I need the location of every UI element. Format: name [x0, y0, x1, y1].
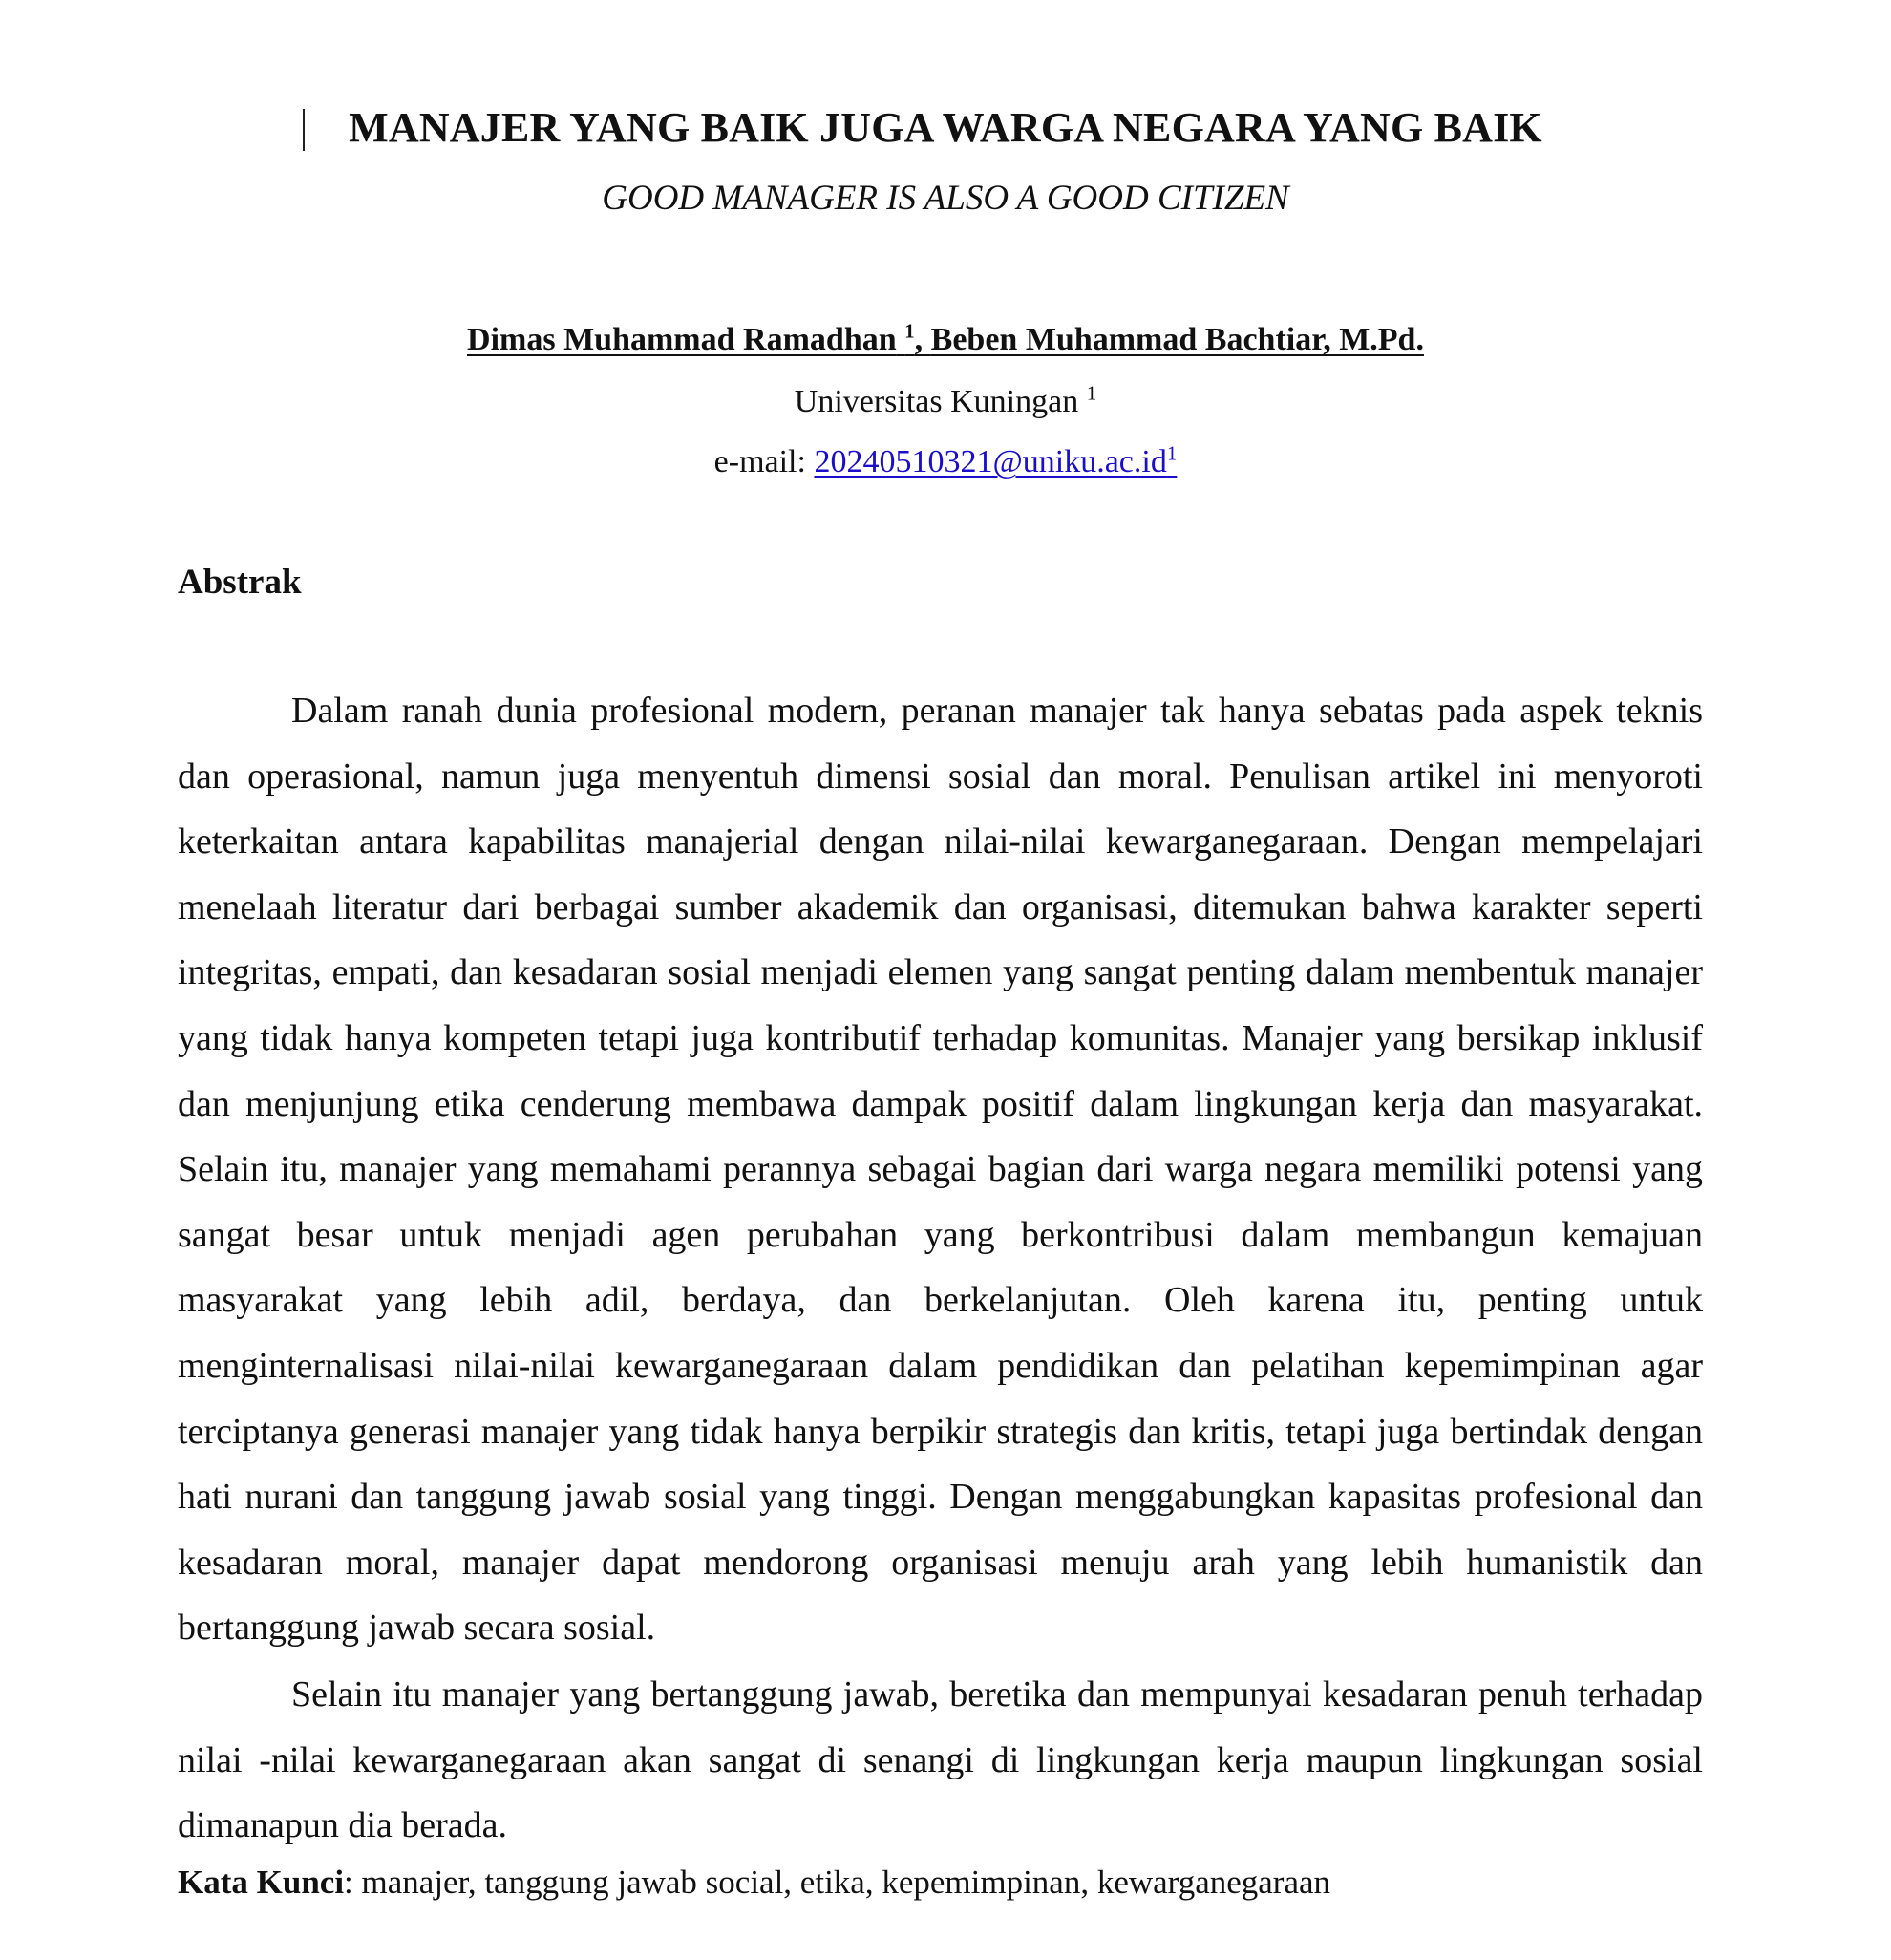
author-list: [467, 319, 1424, 357]
paper-title: MANAJER YANG BAIK JUGA WARGA NEGARA YANG BAIK: [349, 104, 1542, 151]
abstract-paragraph: Selain itu manajer yang bertanggung jawab, beretika dan mempunyai kesadaran penuh terhadap nilai -nilai kewarganegaraan akan sangat di senangi di lingkungan kerja maupun lingkungan sosial dimanapun dia berada.: [178, 1674, 1703, 1846]
author-line: [0, 317, 1891, 363]
first-author-affiliation-mark: 1: [904, 319, 915, 343]
keywords-separator: :: [344, 1864, 362, 1901]
affiliation-name: Universitas Kuningan: [794, 384, 1079, 419]
email-affiliation-mark: 1: [1166, 441, 1178, 465]
keywords-text: manajer, tanggung jawab social, etika, kepemimpinan, kewarganegaraan: [361, 1864, 1331, 1901]
abstract-heading: Abstrak: [178, 563, 302, 602]
keywords-line: [178, 1859, 1703, 1907]
email-link[interactable]: [814, 441, 1178, 479]
author-separator: ,: [914, 322, 931, 357]
contact-email-line: [0, 439, 1891, 485]
first-author: Dimas Muhammad Ramadhan: [467, 322, 897, 357]
second-author: Beben Muhammad Bachtiar, M.Pd.: [930, 322, 1424, 357]
affiliation-line: [0, 379, 1891, 425]
keywords-label: Kata Kunci: [178, 1864, 345, 1901]
email-address: 20240510321@uniku.ac.id: [814, 444, 1167, 479]
paper-subtitle-english: GOOD MANAGER IS ALSO A GOOD CITIZEN: [602, 179, 1289, 218]
abstract-paragraph: Dalam ranah dunia profesional modern, peranan manajer tak hanya sebatas pada aspek teknis dan operasional, namun juga menyentuh dimensi sosial dan moral. Penulisan artikel ini menyoroti keterkaitan antara kapabilitas manajerial dengan nilai-nilai kewarganegaraan. Dengan mempelajari menelaah literatur dari berbagai sumber akademik dan organisasi, ditemukan bahwa karakter seperti integritas, empati, dan kesadaran sosial menjadi elemen yang sangat penting dalam membentuk manajer yang tidak hanya kompeten tetapi juga kontributif terhadap komunitas. Manajer yang bersikap inklusif dan menjunjung etika cenderung membawa dampak positif dalam lingkungan kerja dan masyarakat. Selain itu, manajer yang memahami perannya sebagai bagian dari warga negara memiliki potensi yang sangat besar untuk menjadi agen perubahan yang berkontribusi dalam membangun kemajuan masyarakat yang lebih adil, berdaya, dan berkelanjutan. Oleh karena itu, penting untuk menginternalisasi nilai-nilai kewarganegaraan dalam pendidikan dan pelatihan kepemimpinan agar terciptanya generasi manajer yang tidak hanya berpikir strategis dan kritis, tetapi juga bertindak dengan hati nurani dan tanggung jawab sosial yang tinggi. Dengan menggabungkan kapasitas profesional dan kesadaran moral, manajer dapat mendorong organisasi menuju arah yang lebih humanistik dan bertanggung jawab secara sosial.: [178, 691, 1703, 1649]
affiliation-mark: 1: [1086, 381, 1097, 405]
email-label: e-mail:: [713, 444, 815, 479]
